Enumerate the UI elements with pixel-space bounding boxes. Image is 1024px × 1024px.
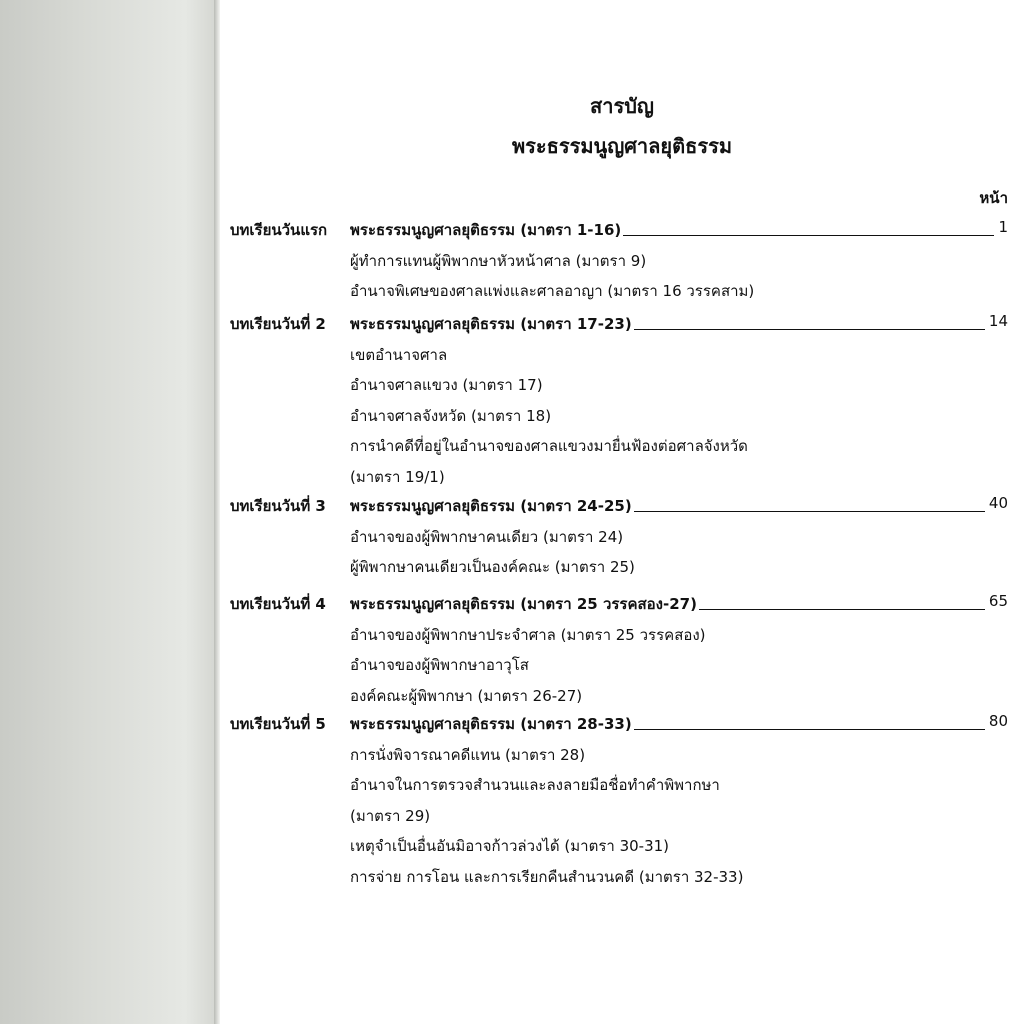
toc-page [220,0,1024,1024]
toc-leader-line [623,235,994,236]
toc-subitem: ผู้ทำการแทนผู้พิพากษาหัวหน้าศาล (มาตรา 9) [350,251,647,270]
page-title: สารบัญ [590,94,654,118]
page-column-label: หน้า [979,189,1008,207]
toc-subitem: อำนาจศาลแขวง (มาตรา 17) [350,376,543,394]
toc-page-number: 40 [988,494,1008,512]
toc-page-number: 65 [988,592,1008,610]
toc-lesson-label: บทเรียนวันแรก [230,221,328,239]
toc-lesson-label: บทเรียนวันที่ 2 [230,315,326,333]
toc-chapter-link[interactable]: พระธรรมนูญศาลยุติธรรม (มาตรา 24-25) [350,497,632,515]
book-spine [0,0,218,1024]
toc-chapter-link[interactable]: พระธรรมนูญศาลยุติธรรม (มาตรา 17-23) [350,315,632,333]
toc-subitem: การนำคดีที่อยู่ในอำนาจของศาลแขวงมายื่นฟ้องต่อศาลจังหวัด [350,437,748,455]
toc-subitem: อำนาจของผู้พิพากษาประจำศาล (มาตรา 25 วรรคสอง) [350,625,706,644]
toc-subitem: (มาตรา 29) [350,806,431,825]
page-subtitle: พระธรรมนูญศาลยุติธรรม [511,134,733,158]
toc-subitem: การจ่าย การโอน และการเรียกคืนสำนวนคดี (มาตรา 32-33) [350,867,744,886]
toc-page-number: 14 [988,312,1008,330]
toc-leader-line [699,609,985,610]
toc-subitem: เหตุจำเป็นอื่นอันมิอาจก้าวล่วงได้ (มาตรา 30-31) [350,837,670,855]
toc-chapter-link[interactable]: พระธรรมนูญศาลยุติธรรม (มาตรา 25 วรรคสอง-27) [350,595,697,613]
toc-chapter-link[interactable]: พระธรรมนูญศาลยุติธรรม (มาตรา 28-33) [350,715,632,733]
toc-subitem: อำนาจศาลจังหวัด (มาตรา 18) [350,406,552,425]
toc-subitem: (มาตรา 19/1) [350,467,445,486]
toc-page-number: 1 [998,218,1008,236]
toc-leader-line [634,329,985,330]
toc-chapter-link[interactable]: พระธรรมนูญศาลยุติธรรม (มาตรา 1-16) [350,221,622,239]
toc-lesson-label: บทเรียนวันที่ 5 [230,715,326,733]
toc-subitem: อำนาจพิเศษของศาลแพ่งและศาลอาญา (มาตรา 16 วรรคสาม) [350,282,755,300]
toc-subitem: การนั่งพิจารณาคดีแทน (มาตรา 28) [350,745,586,764]
toc-subitem: อำนาจของผู้พิพากษาอาวุโส [350,656,529,674]
toc-subitem: อำนาจของผู้พิพากษาคนเดียว (มาตรา 24) [350,527,624,546]
toc-subitem: อำนาจในการตรวจสำนวนและลงลายมือชื่อทำคำพิพากษา [350,776,720,794]
toc-subitem: ผู้พิพากษาคนเดียวเป็นองค์คณะ (มาตรา 25) [350,558,635,576]
toc-subitem: องค์คณะผู้พิพากษา (มาตรา 26-27) [350,686,583,705]
toc-lesson-label: บทเรียนวันที่ 3 [230,497,326,515]
toc-page-number: 80 [988,712,1008,730]
toc-subitem: เขตอำนาจศาล [350,345,448,364]
toc-lesson-label: บทเรียนวันที่ 4 [230,595,326,613]
toc-leader-line [634,729,985,730]
toc-leader-line [634,511,985,512]
